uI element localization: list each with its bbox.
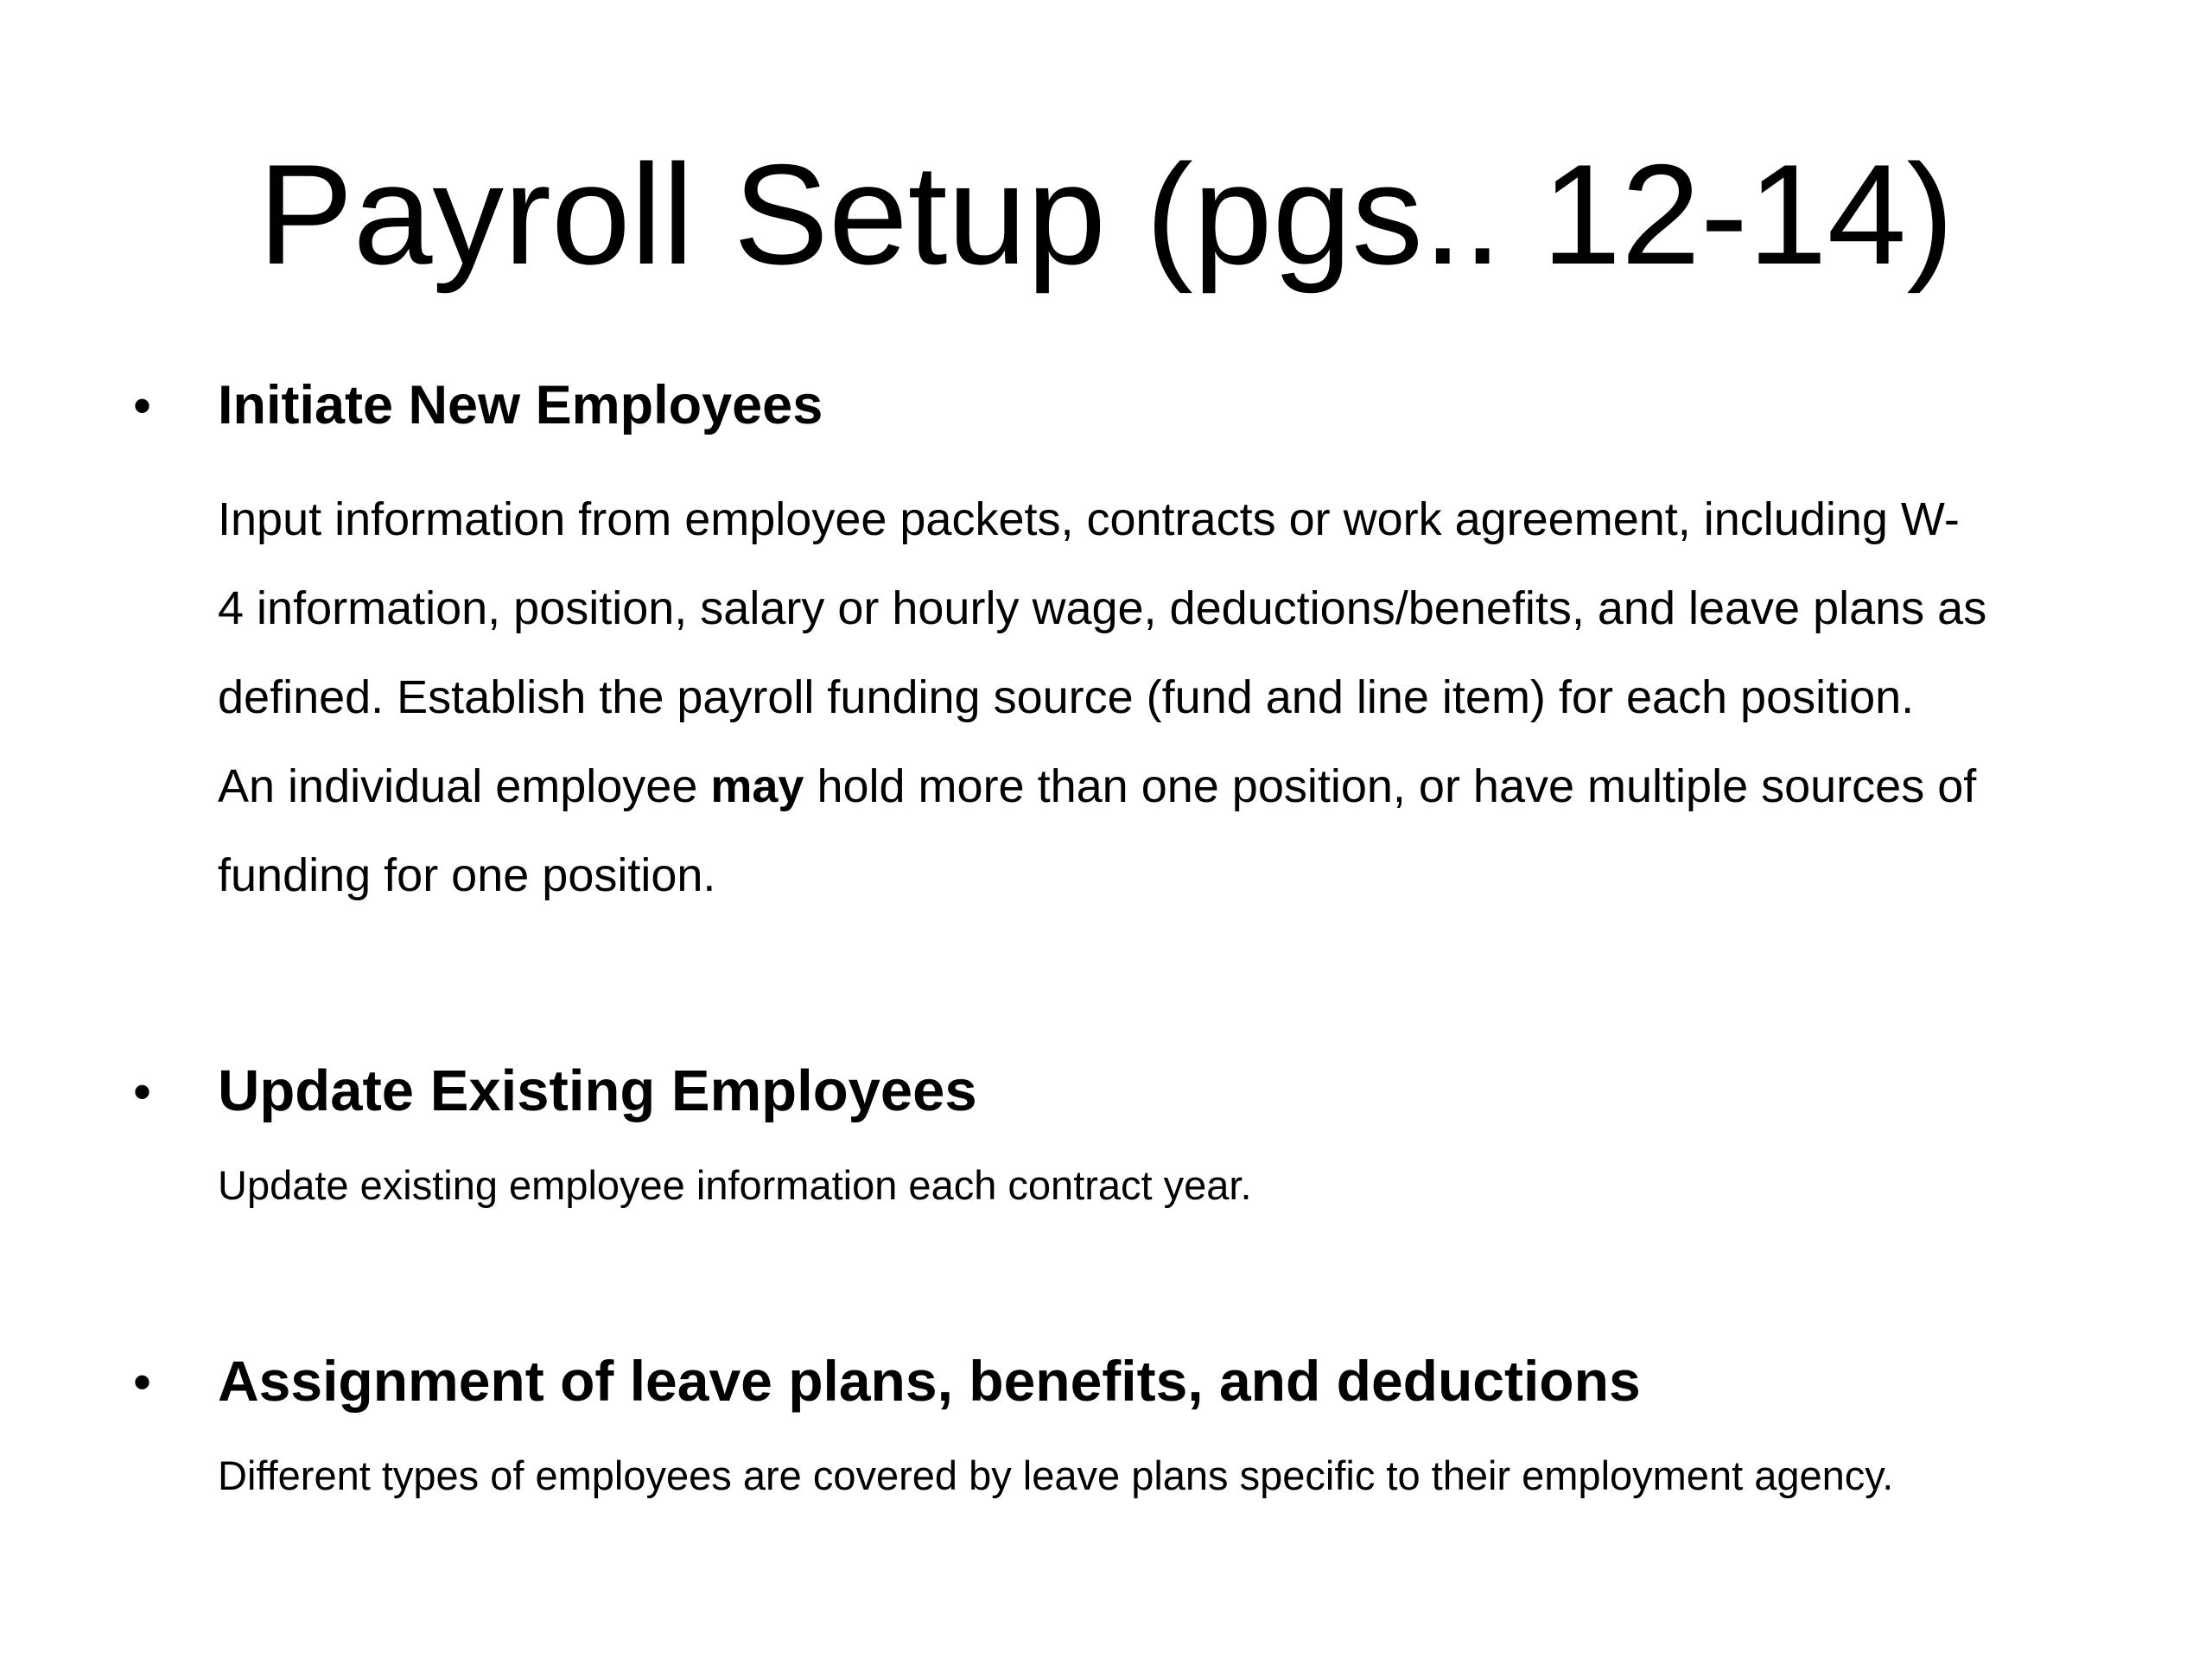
section-body-assignment-of-leave-plans: Different types of employees are covered by leave plans specific to their employment agency.: [218, 1452, 1894, 1498]
section-body-initiate-new-employees: [218, 475, 2119, 920]
body-text: hold more than one position, or have multiple sources of: [804, 760, 1977, 812]
emphasis-text: may: [710, 760, 804, 812]
section-heading-initiate-new-employees: Initiate New Employees: [218, 375, 823, 435]
body-text: An individual employee: [218, 760, 711, 812]
body-line: Input information from employee packets, contracts or work agreement, including W-: [218, 493, 1960, 545]
body-line: funding for one position.: [218, 849, 716, 901]
section-heading-update-existing-employees: Update Existing Employees: [218, 1058, 977, 1123]
body-line: 4 information, position, salary or hourly wage, deductions/benefits, and leave plans as: [218, 582, 1987, 634]
bullet-marker: •: [133, 377, 152, 435]
section-heading-assignment-of-leave-plans: Assignment of leave plans, benefits, and deductions: [218, 1349, 1641, 1413]
body-line: [218, 742, 2119, 831]
bullet-marker: •: [133, 1353, 152, 1411]
section-body-update-existing-employees: Update existing employee information each contract year.: [218, 1162, 1252, 1208]
body-line: defined. Establish the payroll funding source (fund and line item) for each position.: [218, 671, 1915, 723]
slide-title: Payroll Setup (pgs.. 12-14): [257, 135, 1955, 294]
bullet-marker: •: [133, 1063, 152, 1121]
